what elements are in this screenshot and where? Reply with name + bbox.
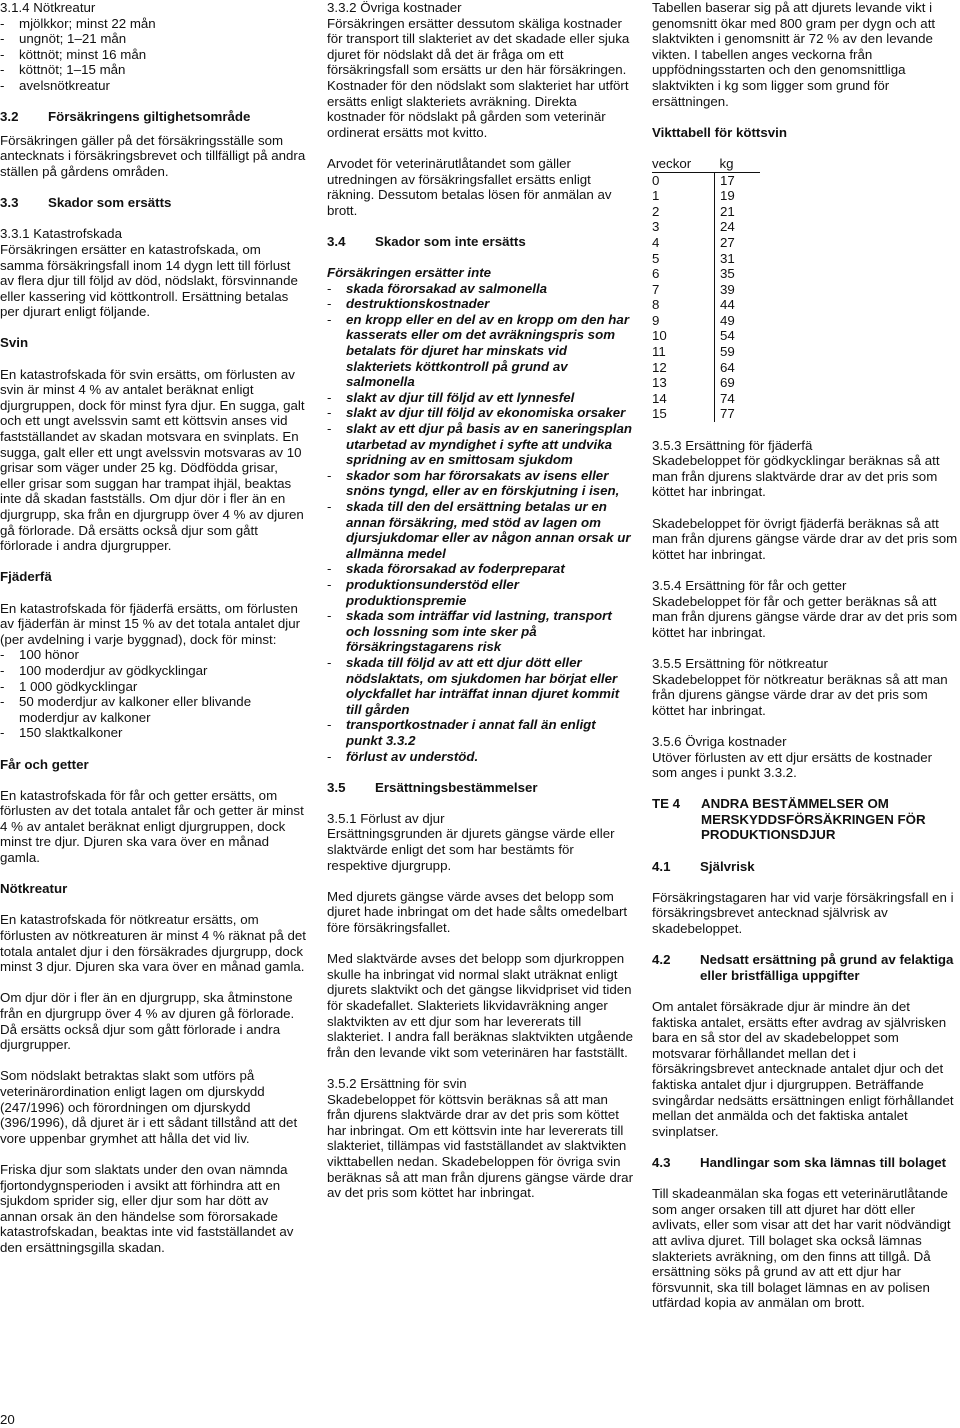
kg-cell: 74 — [720, 390, 735, 406]
section-4-3-heading: 4.3 Handlingar som ska lämnas till bolaget — [652, 1154, 947, 1170]
column-right — [652, 0, 958, 1311]
list-item: - 50 moderdjur av kalkoner eller blivande moderdjur av kalkoner — [0, 694, 306, 725]
list-item: - köttnöt; 1–15 mån — [0, 62, 306, 78]
notkreatur-text-3: Som nödslakt betraktas slakt som utförs på veterinärordination enligt lagen om djurskydd (247/1996) och förordningen om djurskydd (396/1996), då djuret är i ett sådant tillstånd att det vore uppenbar grymhet att hålla det vid liv. — [0, 1068, 298, 1146]
table-row — [652, 172, 760, 188]
section-3-5-heading: 3.5 Ersättningsbestämmelser — [327, 779, 538, 795]
table-row — [652, 328, 760, 344]
list-item: - en kropp eller en del av en kropp om den har kasserats eller om det avräkningspris som betalats för djuret har minskats vid slakteriets köttkontroll på grund av salmonella — [327, 312, 633, 390]
fjaderfa-text: En katastrofskada för fjäderfä ersätts, om förlusten av fjäderfän är minst 15 % av det totala antalet djur (per avdelning i varje byggnad), dock för minst: — [0, 600, 301, 647]
table-row — [652, 235, 760, 251]
list-item: - destruktionskostnader — [327, 296, 633, 312]
column-header-kg: kg — [715, 156, 761, 172]
table-row — [652, 360, 760, 376]
list-item: - 1 000 gödkycklingar — [0, 679, 306, 695]
weeks-cell: 7 — [652, 282, 715, 298]
weight-table-intro: Tabellen baserar sig på att djurets levande vikt i genomsnitt ökar med 800 gram per dygn och att slaktvikten i genomsnitt är 72 % av den levande vikten. I tabellen anges veckorna från uppfödningsstarten och den genomsnittliga slaktvikten i kg som ligger som grund för ersättningen. — [652, 0, 936, 109]
kg-cell: 39 — [720, 281, 735, 297]
section-3-3-heading: 3.3 Skador som ersätts — [0, 195, 172, 211]
section-4-2-text: Om antalet försäkrade djur är mindre än det faktiska antalet, ersätts efter avdrag av självrisken bara en så stor del av skadebeloppet som motsvarar förhållandet mellan det i försäkringsbrevet antecknade antalet djur och det faktiska antalet djur i djurgruppen. Beträffande svingårdar nedsätts ersättningen enligt förhållandet mellan det anmälda och det faktiska antalet svinplatser. — [652, 999, 954, 1139]
kg-cell: 64 — [720, 359, 735, 375]
weeks-cell: 14 — [652, 391, 715, 407]
section-3-5-1-heading: 3.5.1 Förlust av djur — [327, 810, 445, 826]
section-3-5-3-text-1: Skadebeloppet för gödkycklingar beräknas så att man från djurens slaktvärde drar av det pris som köttet har inbringat. — [652, 453, 940, 500]
weeks-cell: 6 — [652, 266, 715, 282]
kg-cell: 19 — [720, 188, 735, 204]
exclusions-intro: Försäkringen ersätter inte — [327, 265, 492, 281]
section-3-5-4-heading: 3.5.4 Ersättning för får och getter — [652, 577, 847, 593]
table-row — [652, 188, 760, 204]
section-3-4-heading: 3.4 Skador som inte ersätts — [327, 233, 526, 249]
weight-table-title: Vikttabell för köttsvin — [652, 124, 787, 140]
list-item: - skada förorsakad av salmonella — [327, 281, 633, 297]
far-heading: Får och getter — [0, 756, 89, 772]
list-item: - ungnöt; 1–21 mån — [0, 31, 306, 47]
section-3-3-2-text-2: Arvodet för veterinärutlåtandet som gäller utredningen av försäkringsfallet ersätts enligt räkning. Dessutom betalas lösen för anmälan av brott. — [327, 155, 612, 218]
kg-cell: 54 — [720, 328, 735, 344]
weeks-cell: 13 — [652, 375, 715, 391]
section-3-5-6-heading: 3.5.6 Övriga kostnader — [652, 733, 787, 749]
column-middle — [327, 0, 633, 1201]
weeks-cell: 11 — [652, 344, 715, 360]
list-item: - produktionsunderstöd eller produktionspremie — [327, 577, 633, 608]
column-left — [0, 0, 306, 1256]
svin-heading: Svin — [0, 335, 29, 351]
far-text: En katastrofskada för får och getter ersätts, om förlusten av det totala antalet får och getter är minst 4 % av antalet beräknat enligt djurgruppen, dock minst tre djur. Djuren ska vara över en månad gamla. — [0, 787, 304, 866]
list-item: - 100 moderdjur av gödkycklingar — [0, 663, 306, 679]
weeks-cell: 15 — [652, 406, 715, 422]
table-row — [652, 282, 760, 298]
weeks-cell: 9 — [652, 313, 715, 329]
weeks-cell: 4 — [652, 235, 715, 251]
weeks-cell: 5 — [652, 251, 715, 267]
section-3-5-1-text-2: Med djurets gängse värde avses det belopp som djuret hade inbringat om det hade sålts omedelbart före försäkringsfallet. — [327, 888, 628, 936]
section-3-5-1-text-1: Ersättningsgrunden är djurets gängse värde eller slaktvärde enligt det som har bestämts för respektive djurgrupp. — [327, 826, 615, 873]
kg-cell: 49 — [720, 312, 735, 328]
list-item: - förlust av understöd. — [327, 749, 633, 765]
notkreatur-heading: Nötkreatur — [0, 881, 68, 897]
section-3-5-2-text: Skadebeloppet för köttsvin beräknas så att man från djurens slaktvärde drar av det pris som köttet har inbringat. Om ett köttsvin inte har levererats till slakteriet, tillämpas vid fastställandet av slaktvikten vikttabellen nedan. Skadebeloppen för övriga svin beräknas så att man från djurens gängse värde drar av det pris som köttet har inbringat. — [327, 1091, 634, 1201]
section-3-1-4-heading: 3.1.4 Nötkreatur — [0, 0, 96, 15]
kg-cell: 27 — [720, 234, 735, 250]
list-item: - 150 slaktkalkoner — [0, 725, 306, 741]
weeks-cell: 12 — [652, 360, 715, 376]
table-header-row — [652, 156, 760, 172]
table-row — [652, 406, 760, 422]
list-item: - mjölkkor; minst 22 mån — [0, 16, 306, 32]
kg-cell: 59 — [720, 344, 735, 360]
section-3-5-3-text-2: Skadebeloppet för övrigt fjäderfä beräknas så att man från djurens gängse värde drar av det pris som köttet har inbringat. — [652, 515, 958, 562]
list-item: - transportkostnader i annat fall än enligt punkt 3.3.2 — [327, 717, 633, 748]
section-4-3-text: Till skadeanmälan ska fogas ett veterinärutlåtande som anger orsaken till att djuret har dött eller avlivats, eller som visar att det har varit nödvändigt att avliva djuret. Till bolaget ska också lämnas slakteriets avräkning, om den finns att tillgå. Då ersättning söks på grund av att ett djur har försvunnit, ska till bolaget lämnas en av polisen utfärdad kopia av anmälan om brott. — [652, 1186, 951, 1311]
kg-cell: 44 — [720, 297, 735, 313]
kg-cell: 69 — [720, 375, 735, 391]
svin-text: En katastrofskada för svin ersätts, om förlusten av svin är minst 4 % av antalet beräknat enligt djurgruppen, dock för minst fyra djur. En sugga, galt och ett ungt avelssvin samt ett köttsvin anses vid fastställandet av skadan motsvara en svinplats. En sugga, galt eller ett ungt avelssvin motsvaras av 10 grisar som väger under 25 kg. Dödfödda grisar, eller grisar som suggan har trampat ihjäl, beaktas inte då skadan fastställs. Om djur dör i fler än en djurgrupp, ska från en djurgrupp över 4 % av djuren gå förlorade. Då ersätts också djur som gått förlorade i andra djurgrupper. — [0, 366, 305, 554]
section-4-1-text: Försäkringstagaren har vid varje försäkringsfall en i försäkringsbrevet antecknad självrisk av skadebeloppet. — [652, 889, 954, 937]
section-3-3-2-heading: 3.3.2 Övriga kostnader — [327, 0, 462, 15]
section-3-3-2-text-1: Försäkringen ersätter dessutom skäliga kostnader för transport till slakteriet av det skadade eller sjuka djuret för nödslakt då det är fråga om ett försäkringsfall som ersätts ur den här försäkringen. Kostnader för den nödslakt som slakteriet har utfört ersätts enligt slakteriets avräkning. Direkta kostnader för nödslakt på gården som veterinär ordinerat ersätts mot kvitto. — [327, 15, 630, 140]
te4-heading: TE 4 ANDRA BESTÄMMELSER OM MERSKYDDSFÖRSÄKRINGEN FÖR PRODUKTIONSDJUR — [652, 796, 926, 843]
list-item: - skada till följd av att ett djur dött eller nödslaktats, om sjukdomen har börjat eller olyckfallet har inträffat innan djuret kommit till gården — [327, 655, 633, 717]
table-row — [652, 391, 760, 407]
kg-cell: 24 — [720, 219, 735, 235]
section-3-5-6-text: Utöver förlusten av ett djur ersätts de kostnader som anges i punkt 3.3.2. — [652, 749, 933, 781]
kg-cell: 35 — [720, 266, 735, 282]
weeks-cell: 1 — [652, 188, 715, 204]
table-row — [652, 375, 760, 391]
table-row — [652, 266, 760, 282]
list-item: - skada förorsakad av foderpreparat — [327, 561, 633, 577]
table-row — [652, 251, 760, 267]
list-item: - slakt av djur till följd av ett lynnesfel — [327, 390, 633, 406]
section-4-2-heading: 4.2 Nedsatt ersättning på grund av felaktiga eller bristfälliga uppgifter — [652, 952, 954, 983]
list-item: - avelsnötkreatur — [0, 78, 306, 94]
page-number: 20 — [0, 1412, 15, 1427]
weeks-cell: 3 — [652, 219, 715, 235]
section-3-5-5-heading: 3.5.5 Ersättning för nötkreatur — [652, 655, 828, 671]
table-row — [652, 297, 760, 313]
list-item: - skada till den del ersättning betalas ur en annan försäkring, med stöd av lagen om djursjukdomar eller av någon annan orsak ur allmänna medel — [327, 499, 633, 561]
section-3-5-2-heading: 3.5.2 Ersättning för svin — [327, 1075, 467, 1091]
notkreatur-text-1: En katastrofskada för nötkreatur ersätts, om förlusten av nötkreaturen är minst 4 % räknat på det totala antalet djur i den försäkrades djurgrupp, dock minst 3 djur. Djuren ska vara över en månad gamla. — [0, 912, 306, 975]
weeks-cell: 8 — [652, 297, 715, 313]
cattle-category-list — [0, 16, 306, 94]
section-3-3-1-text: Försäkringen ersätter en katastrofskada, om samma försäkringsfall inom 14 dygn lett till förlust av flera djur till följd av död, nödslakt, försvinnande eller kassering vid köttkontroll. Ersättning betalas per djurart enligt följande. — [0, 241, 298, 320]
kg-cell: 21 — [720, 203, 735, 219]
list-item: - slakt av ett djur på basis av en saneringsplan utarbetad av myndighet i syfte att undvika spridning av en smittosam sjukdom — [327, 421, 633, 468]
notkreatur-text-4: Friska djur som slaktats under den ovan nämnda fjortondygnsperioden i avsikt att förhindra att en sjukdom sprider sig, eller djur som har dött av annan orsak än den händelse som förorsakade katastrofskadan, beaktas inte vid fastställandet av den ersättningsgilla skadan. — [0, 1161, 294, 1255]
fjaderfa-heading: Fjäderfä — [0, 569, 52, 585]
kg-cell: 77 — [720, 406, 735, 422]
list-item: - köttnöt; minst 16 mån — [0, 47, 306, 63]
table-row — [652, 219, 760, 235]
table-row — [652, 344, 760, 360]
list-item: - slakt av djur till följd av ekonomiska orsaker — [327, 405, 633, 421]
section-3-3-1-heading: 3.3.1 Katastrofskada — [0, 226, 122, 242]
list-item: - skada som inträffar vid lastning, transport och lossning som inte sker på försäkringstagarens risk — [327, 608, 633, 655]
section-3-5-4-text: Skadebeloppet för får och getter beräknas så att man från djurens gängse värde drar av det pris som köttet har inbringat. — [652, 593, 958, 640]
exclusions-list — [327, 281, 633, 764]
weight-table — [652, 156, 760, 422]
fjaderfa-minimum-list — [0, 647, 306, 741]
section-3-2-text: Försäkringen gäller på det försäkringsställe som antecknats i försäkringsbrevet och tillfälligt på andra ställen på gårdens områden. — [0, 132, 306, 179]
weeks-cell: 0 — [652, 172, 715, 188]
weeks-cell: 10 — [652, 328, 715, 344]
section-3-5-3-heading: 3.5.3 Ersättning för fjäderfä — [652, 437, 813, 453]
kg-cell: 31 — [720, 250, 735, 266]
section-3-5-1-text-3: Med slaktvärde avses det belopp som djurkroppen skulle ha inbringat vid normal slakt uträknat enligt djurets slaktvikt och det gängse likvidpriset vid tiden för skadefallet. Slakteriets likvidavräkning anger slaktvikten av ett djur som har levererats till slakteriet. I andra fall beräknas slaktvikten utgående från den levande vikt som veterinären har fastställt. — [327, 951, 634, 1060]
section-3-2-heading: 3.2 Försäkringens giltighetsområde — [0, 109, 251, 125]
section-4-1-heading: 4.1 Självrisk — [652, 858, 755, 874]
section-3-5-5-text: Skadebeloppet för nötkreatur beräknas så att man från djurens gängse värde drar av det pris som köttet har inbringat. — [652, 671, 948, 718]
column-header-weeks: veckor — [652, 156, 715, 172]
weeks-cell: 2 — [652, 204, 715, 220]
kg-cell: 17 — [720, 172, 735, 188]
list-item: - 100 hönor — [0, 647, 306, 663]
list-item: - skador som har förorsakats av isens eller snöns tyngd, eller av en förskjutning i isen, — [327, 468, 633, 499]
notkreatur-text-2: Om djur dör i fler än en djurgrupp, ska åtminstone från en djurgrupp över 4 % av djuren gå förlorade. Då ersätts också djur som gått förlorade i andra djurgrupper. — [0, 990, 295, 1053]
table-row — [652, 313, 760, 329]
table-row — [652, 204, 760, 220]
weight-table-body — [652, 172, 760, 422]
